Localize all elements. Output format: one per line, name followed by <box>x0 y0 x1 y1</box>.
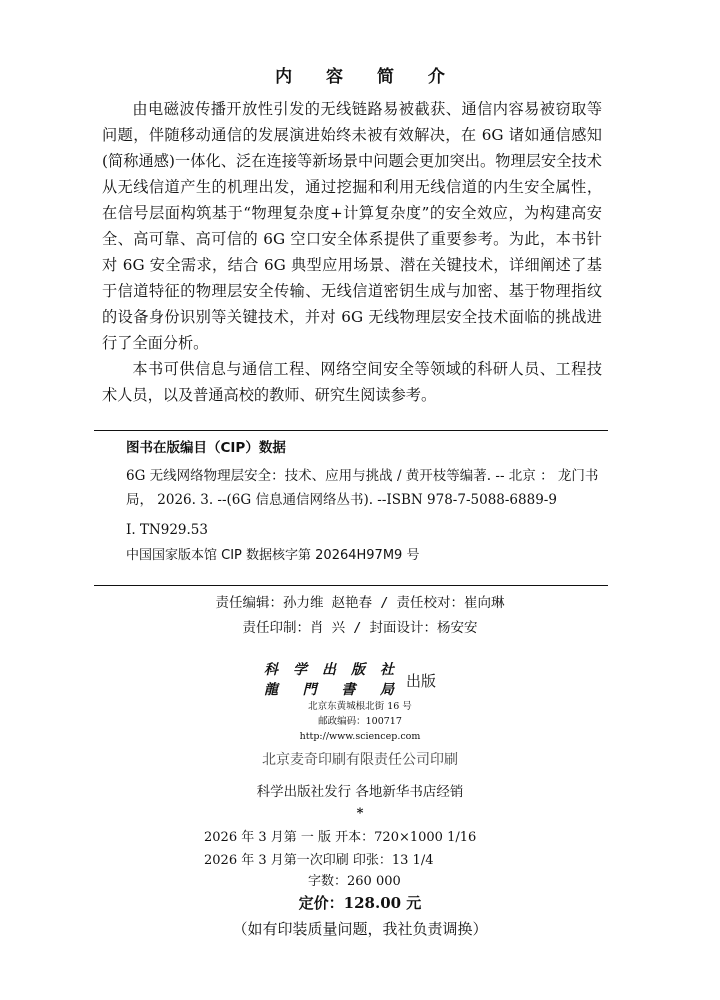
price: 定价：128.00 元 <box>298 894 422 912</box>
separator-star: * <box>356 806 364 821</box>
printer-line: 北京麦奇印刷有限责任公司印刷 <box>262 752 458 768</box>
publisher-address: 北京东黄城根北街 16 号 <box>308 701 412 712</box>
cip-verification: 中国国家版本馆 CIP 数据核字第 20264H97M9 号 <box>126 548 420 563</box>
summary-body <box>102 96 602 408</box>
publisher-char: 門 <box>302 682 317 698</box>
publisher-url: http://www.sciencep.com <box>299 731 421 742</box>
staff-editors: 责任编辑：孙力维 赵艳春 / 责任校对：崔向琳 <box>215 595 505 611</box>
publisher-name-longmen <box>264 680 394 700</box>
publisher-char: 出 <box>322 662 336 678</box>
summary-title: 内 容 简 介 <box>275 67 459 87</box>
cip-description: 6G 无线网络物理层安全：技术、应用与挑战 / 黄开枝等编著. -- 北京 ： 龙门书局， 2026. 3. --(6G 信息通信网络丛书). --ISBN 978-7-5088-6889-9 <box>126 468 599 508</box>
cip-block <box>126 436 601 568</box>
word-count: 字数：260 000 <box>308 874 401 889</box>
summary-paragraph: 本书可供信息与通信工程、网络空间安全等领域的科研人员、工程技术人员，以及普通高校的教师、研究生阅读参考。 <box>102 360 602 404</box>
publisher-char: 版 <box>351 662 365 678</box>
publisher-postcode: 邮政编码：100717 <box>318 716 402 727</box>
publisher-char: 龍 <box>264 682 278 698</box>
publish-verb: 出版 <box>406 672 437 690</box>
staff-production: 责任印制：肖 兴 / 封面设计：杨安安 <box>242 620 478 636</box>
publisher-names <box>264 660 394 700</box>
publisher-name-science-press <box>264 660 394 680</box>
printing-line: 2026 年 3 月第一次印刷 印张：13 1/4 <box>204 853 434 868</box>
publisher-char: 学 <box>293 662 307 678</box>
publisher-char: 社 <box>380 662 394 678</box>
cip-bottom-rule <box>94 585 608 586</box>
summary-paragraph: 由电磁波传播开放性引发的无线链路易被截获、通信内容易被窃取等问题，伴随移动通信的发展演进始终未被有效解决，在 6G 诸如通信感知(简称通感)一体化、泛在连接等新场景中问题会更加突出。物理层安全技术从无线信道产生的机理出发，通过挖掘和利用无线信道的内生安全属性，在信号层面构筑基于“物理复杂度+计算复杂度”的安全效应，为构建高安全、高可靠、高可信的 6G 空口安全体系提供了重要参考。为此，本书针对 6G 安全需求，结合 6G 典型应用场景、潜在关键技术，详细阐述了基于信道特征的物理层安全传输、无线信道密钥生成与加密、基于物理指纹的设备身份识别等关键技术，并对 6G 无线物理层安全技术面临的挑战进行了全面分析。 <box>102 100 602 352</box>
publisher-char: 局 <box>379 682 394 698</box>
distribution-line: 科学出版社发行 各地新华书店经销 <box>256 784 464 800</box>
quality-notice: （如有印装质量问题，我社负责调换） <box>232 920 488 938</box>
publisher-char: 科 <box>264 662 278 678</box>
publisher-char: 書 <box>341 682 356 698</box>
cip-heading: 图书在版编目（CIP）数据 <box>126 440 286 456</box>
edition-line: 2026 年 3 月第 一 版 开本：720×1000 1/16 <box>204 830 477 845</box>
cip-top-rule <box>94 430 608 431</box>
cip-classification: Ⅰ. TN929.53 <box>126 522 208 538</box>
